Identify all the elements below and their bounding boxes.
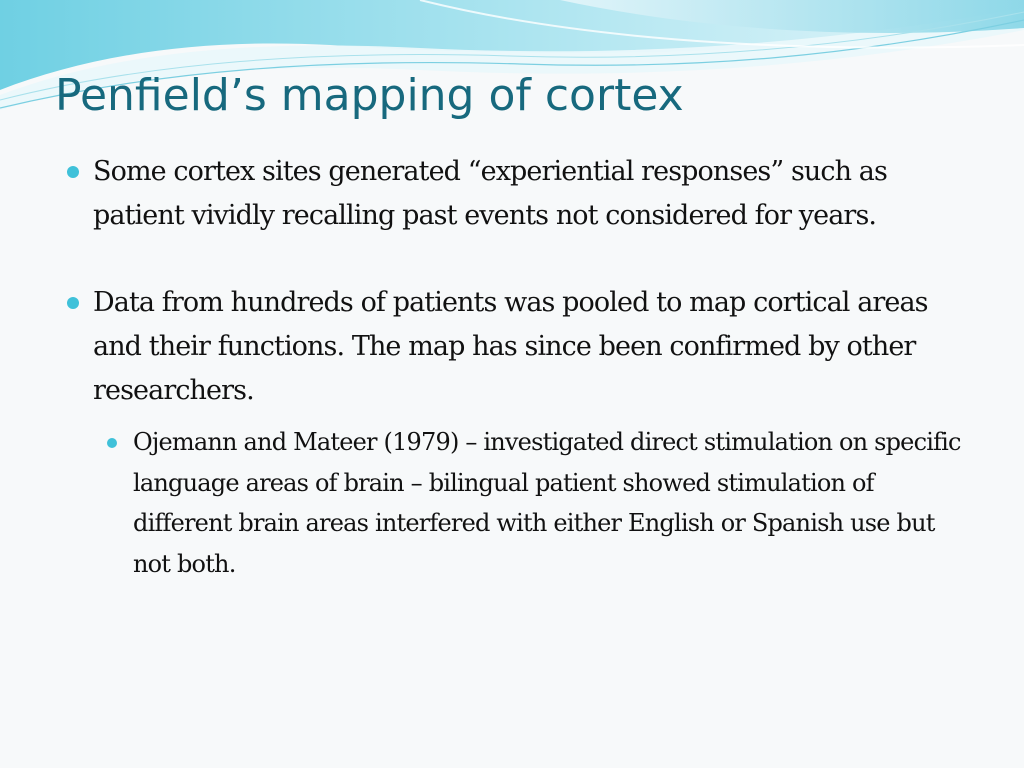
bullet-item	[64, 281, 964, 413]
bullet-dot-icon	[67, 166, 79, 178]
sub-bullet-text: Ojemann and Mateer (1979) – investigated direct stimulation on specific language areas of brain – bilingual patient showed stimulation of different brain areas interfered with either English or Spanish use but not both.	[133, 428, 961, 578]
sub-bullet-item	[105, 422, 964, 584]
bullet-text: Data from hundreds of patients was pooled to map cortical areas and their functions. The map has since been confirmed by other researchers.	[93, 287, 928, 406]
bullet-text: Some cortex sites generated “experiential responses” such as patient vividly recalling past events not considered for years.	[93, 156, 887, 231]
sub-bullet-dot-icon	[107, 438, 117, 448]
slide-content	[64, 150, 964, 584]
bullet-item	[64, 150, 964, 238]
slide-title: Penfield’s mapping of cortex	[55, 70, 684, 121]
bullet-dot-icon	[67, 297, 79, 309]
